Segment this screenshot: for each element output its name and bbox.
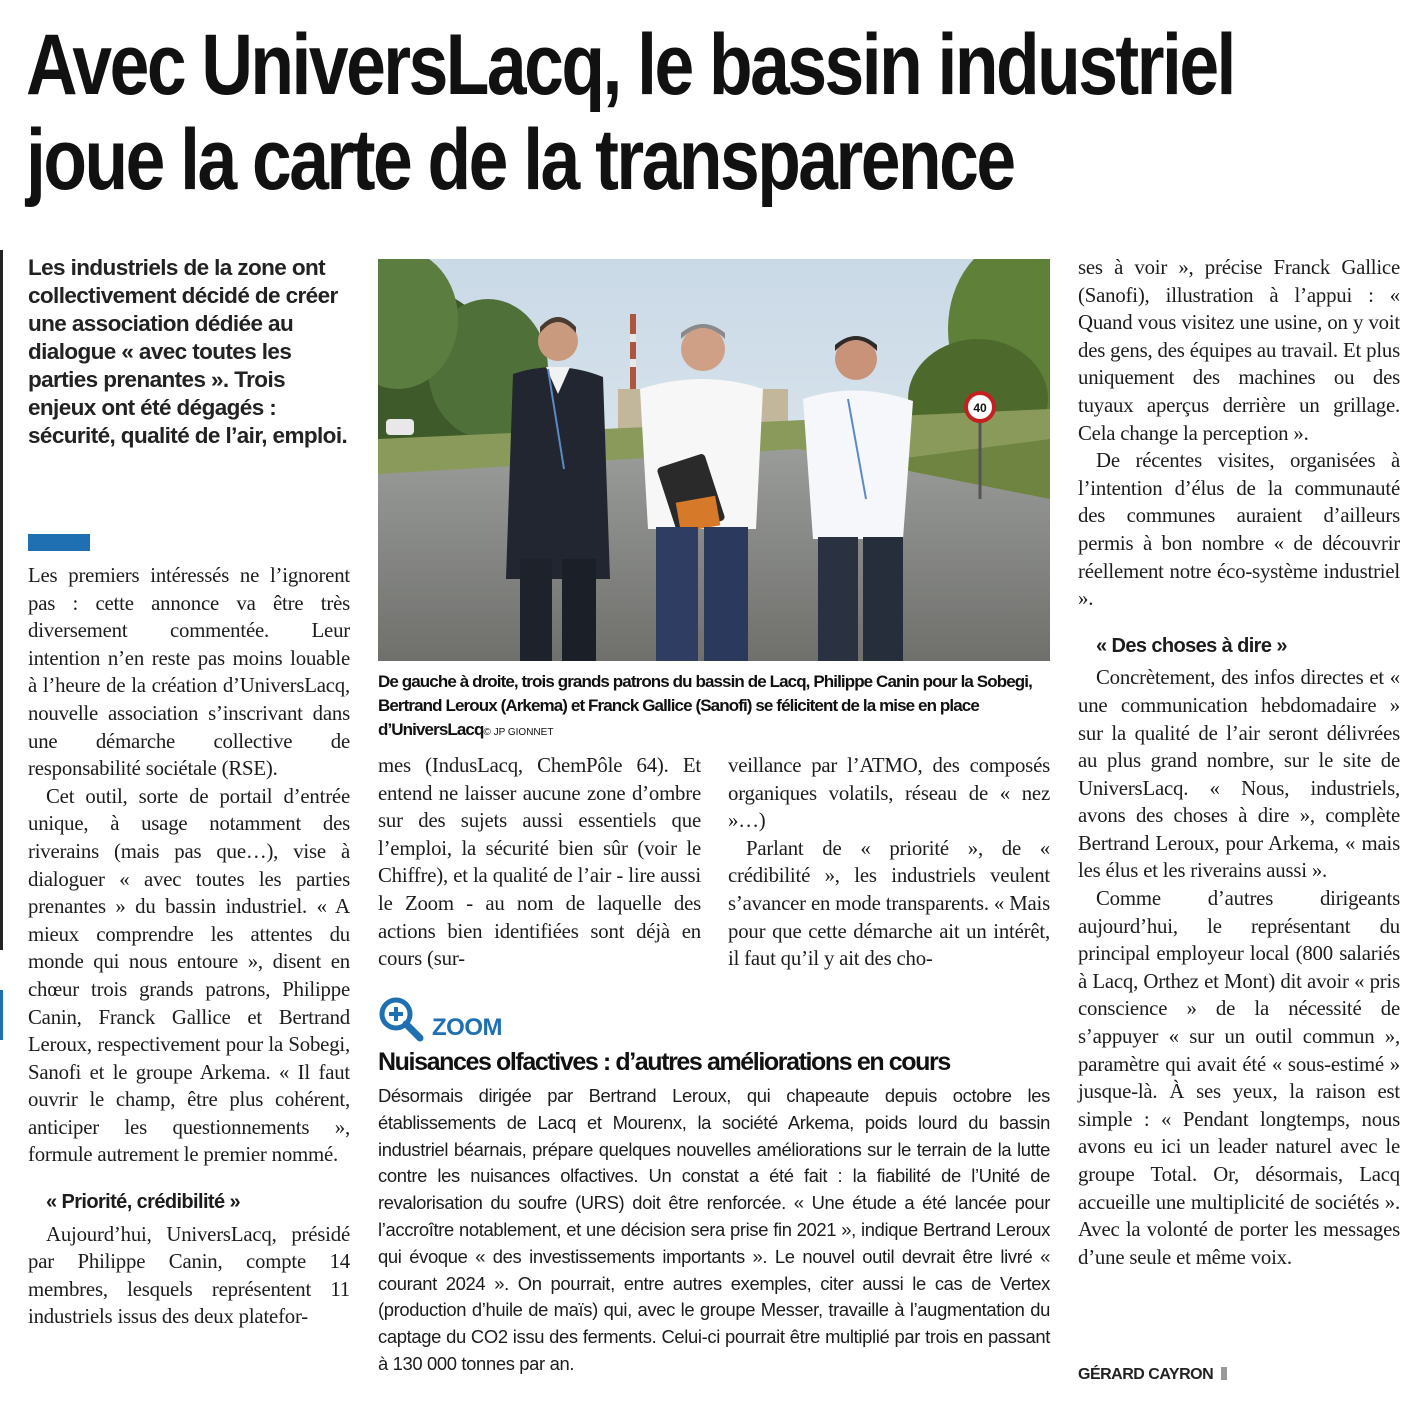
zoom-label: ZOOM xyxy=(432,1014,502,1041)
text-column-1 xyxy=(28,562,350,1331)
article-headline xyxy=(26,17,1234,208)
headline-line-1: Avec UniversLacq, le bassin industriel xyxy=(26,17,1234,113)
paragraph: Les premiers intéressés ne l’ignorent pas : cette annonce va être très diversement commentée. Leur intention n’en reste pas moins louable à l’heure de la création d’UniversLacq, nouvelle association s’inscrivant dans une démarche collective de responsabilité sociétale (RSE). xyxy=(28,564,350,781)
paragraph: Concrètement, des infos directes et « une communication hebdomadaire » sur la qualité de l’air seront délivrées au plus grand nombre, sur le site de UniversLacq. « Nous, industriels, avons des choses à dire », complète Bertrand Leroux, pour Arkema, « mais les élus et les riverains aussi ». xyxy=(1078,666,1400,883)
author-signature xyxy=(1078,1366,1227,1384)
headline-line-2: joue la carte de la transparence xyxy=(26,112,1014,208)
paragraph: Cet outil, sorte de portail d’entrée unique, à usage notamment des riverains (mais pas que…), vise à dialoguer « avec toutes les parties prenantes » du bassin industriel. « A mieux comprendre les attentes du monde qui nous entoure », disent en chœur trois grands patrons, Philippe Canin, Franck Gallice et Bertrand Leroux, respectivement pour la Sobegi, Sanofi et le groupe Arkema. « Il faut ouvrir le champ, être plus cohérent, anticiper les questionnements », formule autrement le premier nommé. xyxy=(28,784,350,1167)
intertitle: « Des choses à dire » xyxy=(1096,634,1287,657)
zoom-body: Désormais dirigée par Bertrand Leroux, qui chapeaute depuis octobre les établissements de Lacq et Mourenx, la société Arkema, poids lourd du bassin industriel béarnais, prépare quelques nouvelles améliorations sur le terrain de la lutte contre les nuisances olfactives. Un constat a été fait : la fiabilité de l’Unité de revalorisation du soufre (URS) doit être renforcée. « Une étude a été lancée pour l’accroître notablement, et une décision sera prise fin 2021 », indique Bertrand Leroux qui évoque « des investissements importants ». Le nouvel outil devrait être livré « courant 2024 ». On pourrait, entre autres exemples, citer aussi le cas de Vertex (production d’huile de maïs) qui, avec le groupe Messer, travaille à l’augmentation du captage du CO2 issu des ferments. Celui-ci pourrait être multiplié par trois en passant à 130 000 tonnes par an. xyxy=(378,1085,1050,1374)
article-lead: Les industriels de la zone ont collectivement décidé de créer une association dédiée au dialogue « avec toutes les parties prenantes ». Trois enjeux ont été dégagés : sécurité, qualité de l’air, emploi. xyxy=(28,255,348,448)
paragraph: ses à voir », précise Franck Gallice (Sanofi), illustration à l’appui : « Quand vous visitez une usine, on y voit des gens, des équipes au travail. Et plus uniquement des machines ou des tuyaux aperçus derrière un grillage. Cela change la perception ». xyxy=(1078,256,1400,445)
author-name: GÉRARD CAYRON xyxy=(1078,1366,1214,1383)
speed-limit-text: 40 xyxy=(973,401,987,415)
zoom-title: Nuisances olfactives : d’autres améliorations en cours xyxy=(378,1048,950,1076)
paragraph: mes (IndusLacq, ChemPôle 64). Et entend ne laisser aucune zone d’ombre sur des sujets aussi essentiels que l’emploi, la sécurité bien sûr (voir le Chiffre), et la qualité de l’air - lire aussi le Zoom - au nom de laquelle des actions bien identifiées sont déjà en cours (sur- xyxy=(378,754,701,971)
paragraph: Aujourd’hui, UniversLacq, présidé par Philippe Canin, compte 14 membres, lesquels représentent 11 industriels issus des deux platefor- xyxy=(28,1222,350,1329)
text-column-3 xyxy=(728,752,1050,973)
text-column-2 xyxy=(378,752,701,973)
paragraph: De récentes visites, organisées à l’intention d’élus de la communauté des communes auraient d’ailleurs permis à bon nombre « de découvrir réellement notre éco-système industriel ». xyxy=(1078,449,1400,611)
paragraph: Parlant de « priorité », de « crédibilité », les industriels veulent s’avancer en mode transparents. « Mais pour que cette démarche ait un intérêt, il faut qu’il y ait des cho- xyxy=(728,836,1050,971)
caption-text: De gauche à droite, trois grands patrons du bassin de Lacq, Philippe Canin pour la Sobegi, Bertrand Leroux (Arkema) et Franck Gallice (Sanofi) se félicitent de la mise en place d’UniversLacq xyxy=(378,672,1032,739)
magnifier-plus-icon xyxy=(378,996,424,1042)
intertitle: « Priorité, crédibilité » xyxy=(46,1191,240,1214)
end-mark-icon xyxy=(1221,1367,1227,1380)
text-column-4 xyxy=(1078,254,1400,1271)
paragraph: veillance par l’ATMO, des composés organiques volatils, réseau de « nez »…) xyxy=(728,754,1050,833)
photo-credit: © JP GIONNET xyxy=(483,727,554,738)
article-photo xyxy=(378,259,1050,661)
left-accent-rule xyxy=(0,990,3,1040)
left-column-rule xyxy=(0,250,3,950)
section-marker xyxy=(28,534,90,551)
photo-caption xyxy=(378,670,1068,745)
paragraph: Comme d’autres dirigeants aujourd’hui, le représentant du principal employeur local (800 salariés à Lacq, Orthez et Mont) dit avoir « pris conscience » de la nécessité de s’appuyer « sur un outil commun », paramètre qui avait été « sous-estimé » jusque-là. À ses yeux, la raison est simple : « Pendant longtemps, nous avons eu ici un leader naturel avec le groupe Total. Or, désormais, Lacq accueille une multiplicité de sociétés ». Avec la volonté de porter les messages d’une seule et même voix. xyxy=(1078,887,1400,1269)
